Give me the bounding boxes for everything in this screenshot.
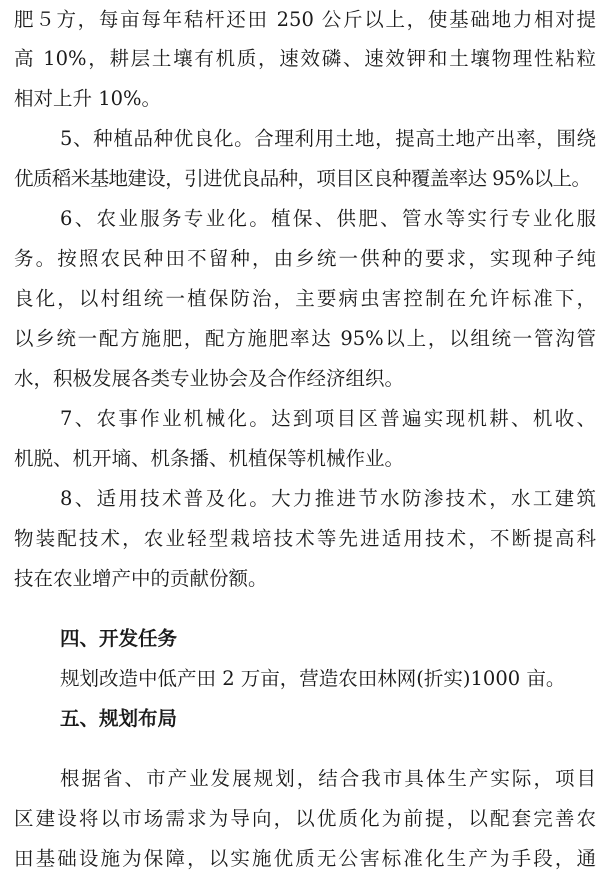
line-text: 肥５方，每亩每年秸杆还田 250 公斤以上，使基础地力相对提 [14, 8, 596, 31]
line-text: 根据省、市产业发展规划，结合我市具体生产实际，项目 [60, 767, 596, 790]
text-line [0, 561, 610, 597]
line-text: 区建设将以市场需求为导向，以优质化为前提，以配套完善农 [14, 807, 596, 830]
text-line [0, 201, 610, 237]
text-line [0, 401, 610, 437]
text-line [0, 2, 610, 38]
text-line [0, 241, 610, 277]
line-text: 6、农业服务专业化。植保、供肥、管水等实行专业化服 [60, 207, 596, 230]
line-text: 物装配技术，农业轻型栽培技术等先进适用技术，不断提高科 [14, 527, 596, 550]
section-heading [0, 621, 610, 657]
line-text: 8、适用技术普及化。大力推进节水防渗技术，水工建筑 [60, 487, 596, 510]
line-text: 良化，以村组统一植保防治，主要病虫害控制在允许标准下， [14, 287, 596, 310]
text-line [0, 361, 610, 397]
text-line [0, 841, 610, 877]
line-text: 技在农业增产中的贡献份额。 [14, 567, 268, 590]
line-text: 田基础设施为保障，以实施优质无公害标准化生产为手段，通 [14, 847, 596, 870]
line-text: 高 10%，耕层土壤有机质，速效磷、速效钾和土壤物理性粘粒 [14, 47, 596, 70]
text-line [0, 801, 610, 837]
line-text: 水，积极发展各类专业协会及合作经济组织。 [14, 367, 405, 390]
line-text: 优质稻米基地建设，引进优良品种，项目区良种覆盖率达 95%以上。 [14, 167, 591, 190]
text-line [0, 161, 610, 197]
line-text: 5、种植品种优良化。合理利用土地，提高土地产出率，围绕 [60, 127, 596, 150]
line-text: 机脱、机开墒、机条播、机植保等机械作业。 [14, 447, 405, 470]
line-text: 以乡统一配方施肥，配方施肥率达 95%以上，以组统一管沟管 [14, 327, 596, 350]
heading-text: 四、开发任务 [60, 627, 178, 650]
line-text: 相对上升 10%。 [14, 87, 162, 110]
text-line [0, 121, 610, 157]
text-line [0, 441, 610, 477]
text-line [0, 41, 610, 77]
text-line [0, 481, 610, 517]
text-line [0, 661, 610, 697]
line-text: 务。按照农民种田不留种，由乡统一供种的要求，实现种子纯 [14, 247, 596, 270]
heading-text: 五、规划布局 [60, 707, 178, 730]
text-line [0, 81, 610, 117]
line-text: 规划改造中低产田 2 万亩，营造农田林网(折实)1000 亩。 [60, 667, 566, 690]
text-line [0, 321, 610, 357]
text-line [0, 761, 610, 797]
text-line [0, 521, 610, 557]
section-heading [0, 701, 610, 737]
line-text: 7、农事作业机械化。达到项目区普遍实现机耕、机收、 [60, 407, 596, 430]
text-line [0, 281, 610, 317]
